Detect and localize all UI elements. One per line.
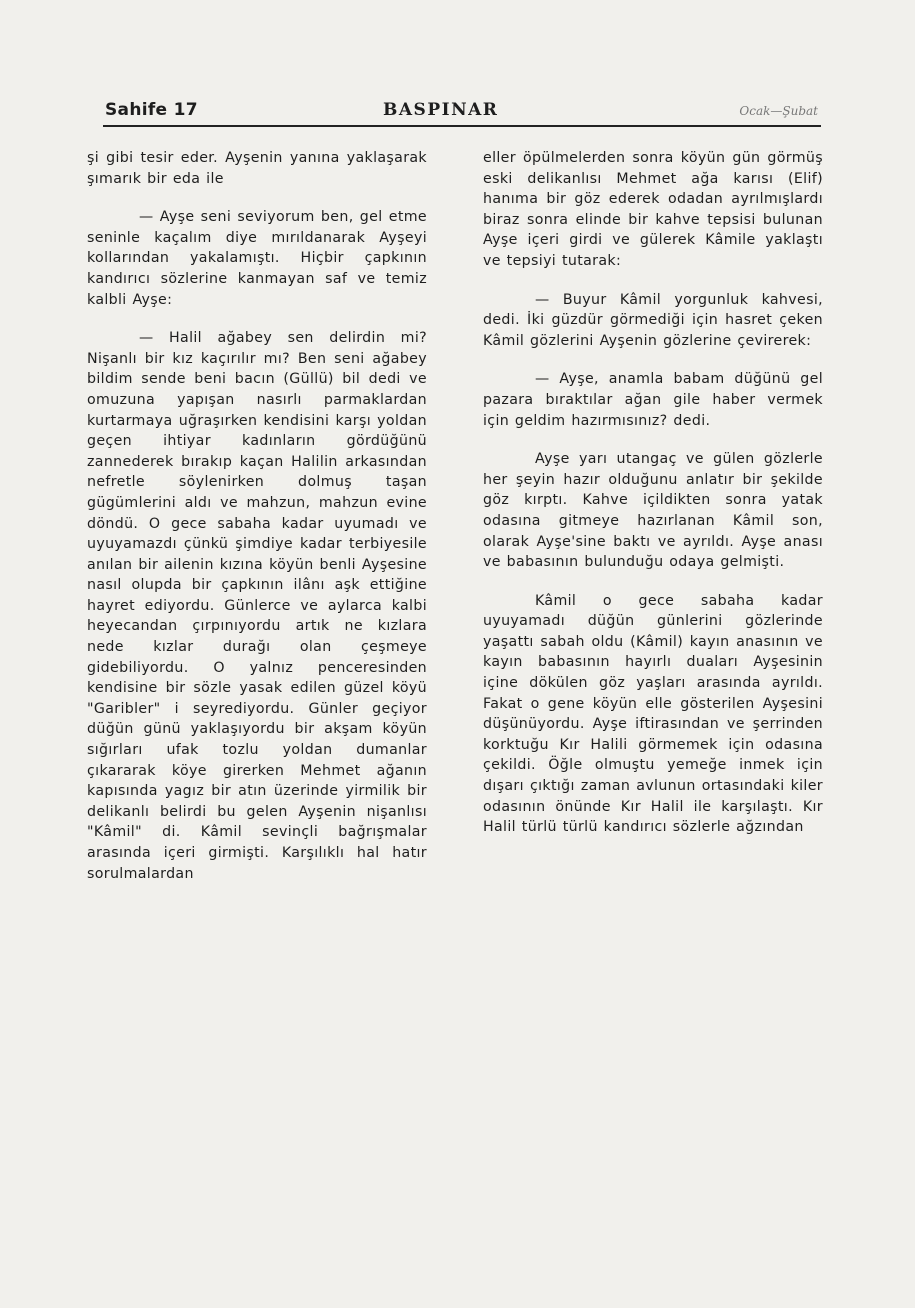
header-rule: [103, 125, 821, 127]
page-number: Sahife 17: [105, 100, 198, 120]
paragraph: Kâmil o gece sabaha kadar uyuyamadı düğün günlerini gözlerinde yaşattı sabah oldu (Kâmil) kayın anasının ve kayın babasının hayırlı duaları Ayşesinin içine dökülen göz yaşları arasında ayrıldı. Fakat o gene köyün elle gösterilen Ayşesini düşünüyordu. Ayşe iftirasından ve şerrinden korktuğu Kır Halili görmemek için odasına çekildi. Öğle olmuştu yemeğe inmek için dışarı çıktığı zaman avlunun ortasındaki kiler odasının önünde Kır Halil ile karşılaştı. Kır Halil türlü türlü kandırıcı sözlerle ağzından: [483, 592, 823, 836]
page-header: [103, 98, 828, 128]
paragraph: — Buyur Kâmil yorgunluk kahvesi, dedi. İki güzdür görmediği için hasret çeken Kâmil gözlerini Ayşenin gözlerine çevirerek:: [483, 291, 823, 349]
paragraph: — Ayşe seni seviyorum ben, gel etme seninle kaçalım diye mırıldanarak Ayşeyi kollarından yakalamıştı. Hiçbir çapkının kandırıcı sözlerine kanmayan saf ve temiz kalbli Ayşe:: [87, 209, 427, 308]
left-column: [87, 148, 427, 902]
paragraph: eller öpülmelerden sonra köyün gün görmüş eski delikanlısı Mehmet ağa karısı (Elif) hanıma bir göz ederek odadan ayrılmışlardı biraz sonra elinde bir kahve tepsisi bulunan Ayşe içeri girdi ve gülerek Kâmile yaklaştı ve tepsiyi tutarak:: [483, 150, 823, 269]
paragraph: — Ayşe, anamla babam düğünü gel pazara bıraktılar ağan gile haber vermek için geldim hazırmısınız? dedi.: [483, 371, 823, 429]
paragraph: — Halil ağabey sen delirdin mi? Nişanlı bir kız kaçırılır mı? Ben seni ağabey bildim sende beni bacın (Güllü) bil dedi ve omuzuna yapışan nasırlı parmaklardan kurtarmaya uğraşırken kendisini karşı yoldan geçen ihtiyar kadınların gördüğünü zannederek bırakıp kaçan Halilin arkasından nefretle söylenirken dolmuş taşan gügümlerini aldı ve mahzun, mahzun evine döndü. O gece sabaha kadar uyumadı ve uyuyamazdı çünkü şimdiye kadar terbiyesile anılan bir ailenin kızına köyün benli Ayşesine nasıl olupda bir çapkının ilânı aşk ettiğine hayret ediyordu. Günlerce ve aylarca kalbi heyecandan çırpınıyordu artık ne kızlara nede kızlar durağı olan çeşmeye gidebiliyordu. O yalnız penceresinden kendisine bir sözle yasak edilen güzel köyü "Garibler" i seyrediyordu. Günler geçiyor düğün günü yaklaşıyordu bir akşam köyün sığırları ufak tozlu yoldan dumanlar çıkararak köye girerken Mehmet ağanın kapısında yagız bir atın üzerinde yirmilik bir delikanlı belirdi bu gelen Ayşenin nişanlısı "Kâmil" di. Kâmil sevinçli bağrışmalar arasında içeri girmişti. Karşılıklı hal hatır sorulmalardan: [87, 330, 427, 882]
right-column: [483, 148, 823, 856]
journal-title: BASPINAR: [383, 100, 499, 120]
paragraph: şi gibi tesir eder. Ayşenin yanına yaklaşarak şımarık bir eda ile: [87, 150, 427, 187]
paragraph: Ayşe yarı utangaç ve gülen gözlerle her şeyin hazır olduğunu anlatır bir şekilde göz kırptı. Kahve içildikten sonra yatak odasına gitmeye hazırlanan Kâmil son, olarak Ayşe'sine baktı ve ayrıldı. Ayşe anası ve babasının bulunduğu odaya gelmişti.: [483, 451, 823, 571]
issue-date: Ocak—Şubat: [739, 104, 818, 118]
